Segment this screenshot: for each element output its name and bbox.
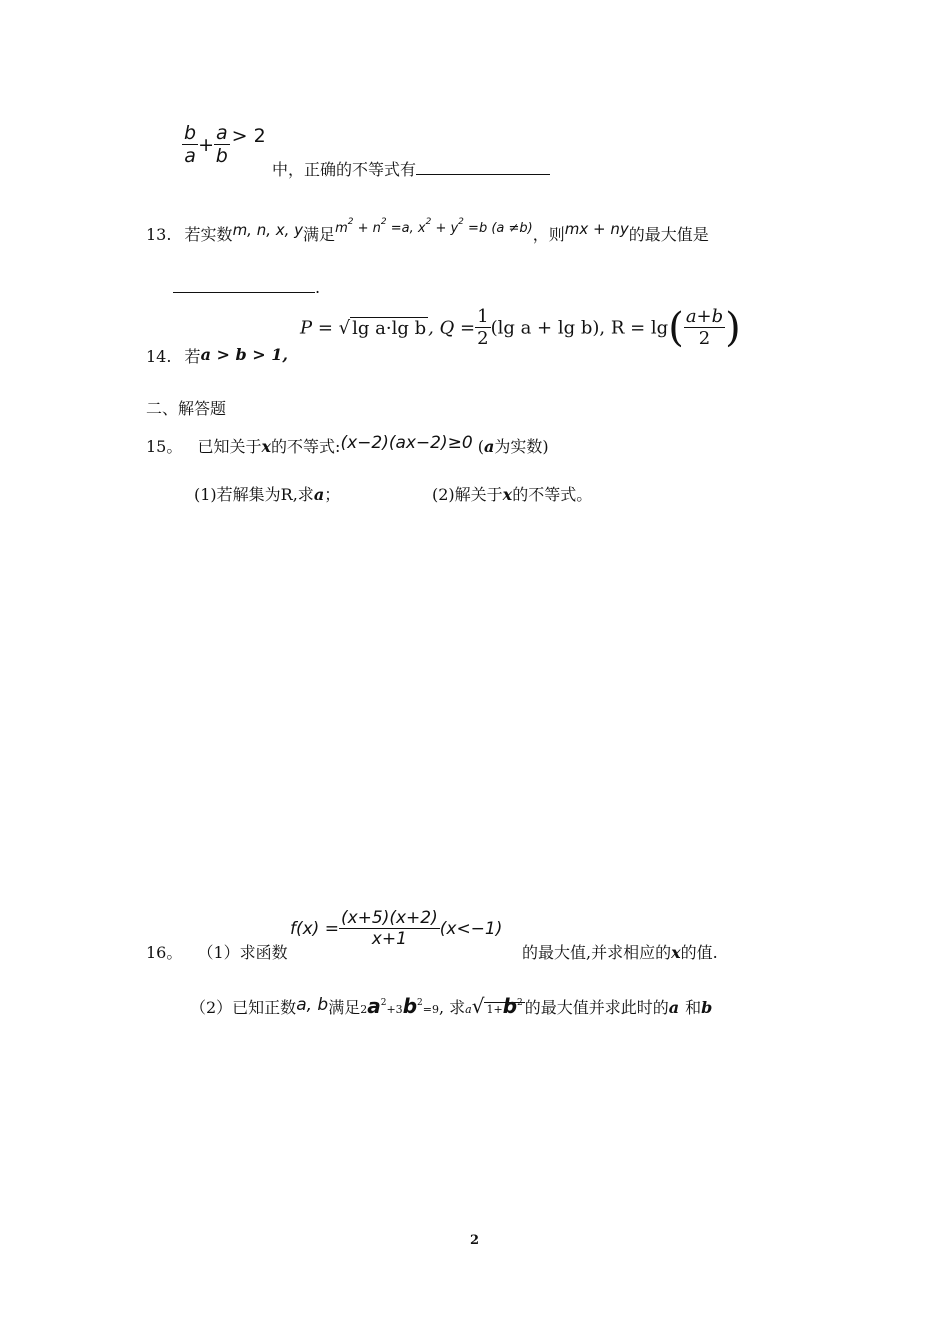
q16-p2-and: 和 bbox=[685, 998, 702, 1017]
expr-radicand: $1+b^2$ bbox=[486, 994, 523, 1018]
q16-p2-text-c: 的最大值并求此时的 bbox=[524, 998, 669, 1017]
q16-expr: a√ $1+b^2$ bbox=[465, 994, 523, 1018]
q13-line1 bbox=[146, 217, 709, 245]
q15-note-open: ( bbox=[477, 437, 485, 456]
q14-p-radicand: lg a·lg b bbox=[352, 317, 427, 339]
eq-rest: =9 bbox=[422, 1003, 439, 1016]
q16-p2-var-a: a bbox=[668, 998, 680, 1017]
radicand-1-plus: 1+ bbox=[486, 1003, 503, 1016]
q15-inequality: (x−2)(ax−2)≥0 bbox=[340, 433, 473, 453]
q16-line1-tail bbox=[522, 940, 718, 963]
q13-text-b: 满足 bbox=[303, 225, 336, 244]
q14-q-lhs: , Q = bbox=[428, 317, 476, 339]
q14-p-lhs: P = √ bbox=[300, 317, 351, 339]
q16-p2-label: （2）已知正数 bbox=[190, 998, 297, 1017]
q13-line2 bbox=[173, 276, 320, 297]
fraction-denominator: 2 bbox=[477, 328, 489, 349]
eq-coef-3: +3 bbox=[386, 1003, 403, 1016]
fraction-denominator: b bbox=[215, 145, 228, 167]
fraction-numerator: a+b bbox=[685, 306, 724, 327]
q13-answer-blank[interactable] bbox=[173, 276, 315, 293]
cond-n: + n bbox=[357, 221, 381, 236]
q14-fraction-ab-over-2 bbox=[684, 308, 725, 348]
q16-line2 bbox=[190, 994, 712, 1018]
fraction-numerator: b bbox=[184, 122, 197, 144]
q14-text-a: 若 bbox=[184, 347, 201, 366]
q15-part2 bbox=[432, 482, 592, 505]
fraction-denominator: 2 bbox=[698, 328, 711, 349]
greater-than-2: > 2 bbox=[231, 124, 266, 147]
q15-text-a: 已知关于 bbox=[197, 437, 262, 456]
fraction-numerator: (x+5)(x+2) bbox=[340, 908, 438, 928]
q16-p1-var: x bbox=[671, 943, 681, 962]
cond-m: m bbox=[335, 221, 348, 236]
q16-line1 bbox=[146, 940, 288, 963]
q14-expression bbox=[300, 305, 741, 351]
fraction-a-over-b bbox=[214, 124, 230, 166]
q16-p2-text-a: 满足 bbox=[328, 998, 361, 1017]
q15-part2-text: (2)解关于 bbox=[432, 485, 503, 504]
cond-end: =b bbox=[468, 221, 488, 236]
q12-text bbox=[272, 157, 550, 180]
q16-f-cond: (x<−1) bbox=[439, 919, 503, 939]
eq-var-b: b bbox=[402, 994, 418, 1018]
q14-line bbox=[146, 344, 288, 367]
plus-sign: + bbox=[198, 134, 214, 156]
q16-p2-vars: a, b bbox=[296, 995, 329, 1015]
q15-part1-end: ； bbox=[324, 485, 341, 504]
cond-y: + y bbox=[435, 221, 459, 236]
q15-note-text: 为实数) bbox=[494, 437, 549, 456]
q15-part1-var: a bbox=[313, 485, 325, 504]
fraction-numerator: 1 bbox=[477, 306, 489, 327]
q15-part2-end: 的不等式。 bbox=[512, 485, 593, 504]
q15-part1-text: (1)若解集为R,求 bbox=[194, 485, 314, 504]
eq-var-a: a bbox=[367, 994, 381, 1018]
q12-label: 中，正确的不等式有 bbox=[272, 160, 417, 179]
q14-number: 14. bbox=[146, 347, 172, 366]
q13-text-a: 若实数 bbox=[184, 225, 233, 244]
cond-paren: (a ≠b) bbox=[491, 221, 533, 236]
q13-text-c: ，则 bbox=[532, 225, 565, 244]
q12-answer-blank[interactable] bbox=[416, 158, 550, 175]
fraction-b-over-a bbox=[182, 124, 198, 166]
q16-p2-var-b: b bbox=[701, 998, 713, 1017]
q15-part2-var: x bbox=[502, 485, 513, 504]
page-number: 2 bbox=[470, 1233, 480, 1248]
fraction-numerator: a bbox=[215, 122, 228, 144]
q15-number: 15。 bbox=[146, 437, 183, 456]
radicand-b: b bbox=[502, 994, 518, 1018]
q16-f-lhs: f(x) = bbox=[290, 919, 339, 939]
eq-coef-2: 2 bbox=[360, 1003, 368, 1016]
q13-vars: m, n, x, y bbox=[232, 221, 304, 239]
q15-note-var: a bbox=[484, 437, 495, 456]
q13-expression: mx + ny bbox=[564, 220, 629, 238]
expr-a: a bbox=[465, 1003, 472, 1016]
q13-period: . bbox=[315, 278, 321, 297]
q16-f-fraction bbox=[339, 910, 440, 948]
fraction-denominator: a bbox=[184, 145, 196, 167]
q15-line1 bbox=[146, 434, 549, 457]
section-title: 二、解答题 bbox=[146, 399, 227, 418]
q16-p1-tail-a: 的最大值,并求相应的 bbox=[522, 943, 672, 962]
q16-number: 16。 bbox=[146, 943, 183, 962]
q13-condition: m2 + n2 =a, x2 + y2 =b (a ≠b) bbox=[335, 217, 533, 236]
q16-p1-tail-b: 的值. bbox=[680, 943, 718, 962]
cond-rest: =a, x bbox=[390, 221, 426, 236]
q14-condition: a > b > 1, bbox=[200, 345, 288, 364]
q15-part1 bbox=[194, 482, 340, 505]
q16-p1-label: （1）求函数 bbox=[197, 943, 288, 962]
q15-text-b: 的不等式: bbox=[271, 437, 341, 456]
q14-q-rest: (lg a + lg b), R = lg bbox=[490, 317, 669, 339]
right-paren: ) bbox=[725, 305, 741, 351]
q16-function bbox=[290, 910, 502, 948]
q13-text-d: 的最大值是 bbox=[628, 225, 709, 244]
q16-equation: $2a^2+3b^2=9$ bbox=[360, 994, 439, 1018]
left-paren: ( bbox=[668, 305, 684, 351]
q13-number: 13. bbox=[146, 225, 172, 244]
fraction-denominator: x+1 bbox=[371, 929, 407, 949]
q12-tail bbox=[182, 124, 266, 166]
q14-fraction-half bbox=[475, 308, 490, 348]
q15-var-x: x bbox=[261, 437, 272, 456]
q16-p2-text-b: , 求 bbox=[438, 998, 466, 1017]
